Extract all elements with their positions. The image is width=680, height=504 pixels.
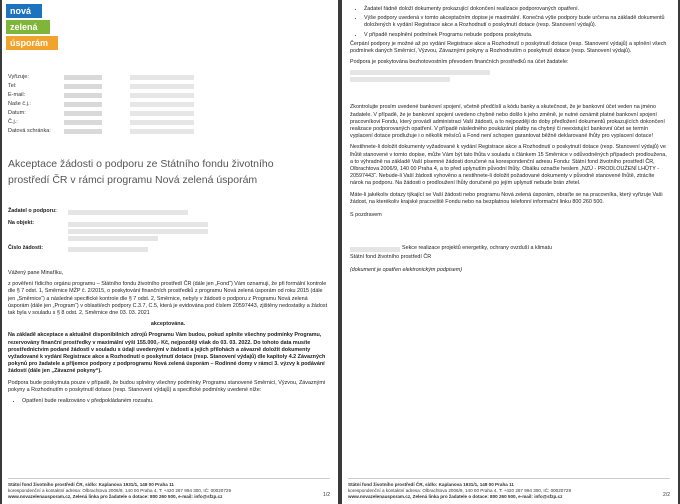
footer-line: www.novazelenausporam.cz, Zelená linka pro žadatele o dotace: 800 260 500, e-mail: info@sfzp.cz [8, 494, 223, 499]
meta-label: Datová schránka: [8, 128, 51, 134]
meta-label: Tel: [8, 83, 17, 89]
meta-label: Datum: [8, 110, 26, 116]
list-item: • V případě nesplnění podmínek Programu nebude podpora poskytnuta. [364, 32, 668, 39]
request-label: Číslo žádosti: [8, 245, 44, 251]
logo-word-usporam: úsporám [6, 36, 58, 50]
meta-label: Naše č.j.: [8, 101, 31, 107]
conditions-list [350, 6, 668, 39]
applicant-label: Žadatel o podporu: [8, 208, 57, 214]
list-item: • Žadatel řádně doloží dokumenty prokazující dokončení realizace podporovaných opatření. [364, 6, 668, 13]
accepted-label: akceptována. [150, 321, 186, 328]
paragraph-formal-check: z pověření řídicího orgánu programu – Státního fondu životního prostředí ČR (dále jen „Fond“) Vám oznamuji, že při formální kontrole dle § 7 odst. 1, Směrnice MŽP č. 2/2015, o poskytování finančních prostředků z programu Nová zelená úsporám od roku 2015 (dále jen „Směrnice“) a následné specifické kontrole dle § 7 odst. 2, Směrnice, nebyly v žádosti o podporu z Programu Nová zelená úsporám (dále jen „Program“) v oblasti/ech podpory C.3.7, C.5, která je evidována pod číslem 20597443, zjištěny nedostatky a žádost tak byla v souladu s § 8 odst. 2, Směrnice dne 03. 03. 2021 [8, 281, 328, 317]
paragraph-extension: Nestihnete-li doložit dokumenty vyžadované k vydání Registrace akce a Rozhodnutí o poskytnutí dotace (resp. Stanovení výdajů) ve lhůtě stanovené v tomto dopise, může Vám být tato lhůta v souladu s článkem 15 Směrnice v odůvodněných případech prodloužena, a to výhradně na základě Vaší písemné žádosti doručené na korespondenční adresu Fondu: Státní fond životního prostředí ČR, Olbrachtova 2006/9, 140 00 Praha 4, a to před uplynutím původní lhůty. Obálku označte heslem „NZÚ - PRODLOUŽENÍ LHŮTY - 20597443“. Nebude-li Vaší žádosti vyhověno a nestihnete-li doložit požadované dokumenty v původně stanovené lhůtě, ztrácíte nárok na podporu. Na žádosti o prodloužení lhůty doručené po jejím uplynutí nebude brán zřetel. [350, 144, 667, 187]
paragraph-contact: Máte-li jakékoliv dotazy týkající se Vaší žádosti nebo programu Nová zelená úsporám, obraťte se na pracovníka, který vyřizuje Vaši žádost, na kterékoliv krajské pracoviště Fondu nebo na bezplatnou telefonní informační linku 800 260 500. [350, 191, 663, 205]
e-signature-note: (dokument je opatřen elektronickým podpisem) [350, 267, 463, 274]
paragraph-drawing: Čerpání podpory je možné až po vydání Registrace akce a Rozhodnutí o poskytnutí dotace (resp. Stanovení výdajů) a splnění všech podmínek daných Směrnicí, Výzvou, Závaznými pokyny a Rozhodnutím o poskytnutí dotace (resp. Stanovení výdajů). [350, 40, 667, 55]
footer-line: Státní fond životního prostředí ČR, sídlo: Kaplanova 1931/1, 148 00 Praha 11 [8, 482, 174, 487]
meta-label: E-mail: [8, 92, 26, 98]
paragraph-payment: Podpora je poskytována bezhotovostním převodem finančních prostředků na účet žadatele: [350, 59, 569, 66]
footer-line: www.novazelenausporam.cz, Zelená linka pro žadatele o dotace: 800 260 500, e-mail: info@sfzp.cz [348, 494, 563, 499]
applicant-block [8, 208, 326, 254]
logo-word-nova: nová [6, 4, 42, 18]
paragraph-bank-check: Zkontrolujte prosím uvedené bankovní spojení, včetně předčíslí a kódu banky a skutečnost, že je bankovní účet veden na jméno žadatele. V případě, že je bankovní spojení uvedeno chybně nebo došlo k jeho změně, je nutné oznámit platné bankovní spojení pracovníkovi Fondu, který provádí administraci Vaší žádosti, a to nejpozději do doby předložení dokumentů prokazujících dokončení realizace podporovaných opatření. V případě následného poukázání platby na chybný či neexistující bankovní účet se termín vyplacení dotace prodlužuje i o několik měsíců a Fond není schopen garantovat běžně deklarované lhůty pro vyplacení dotace! [350, 104, 665, 140]
header-metadata [8, 74, 194, 137]
list-item: • Výše podpory uvedená v tomto akceptačním dopise je maximální. Konečná výše podpory bude určena na základě dokumentů doložených k vydání Registrace akce a Rozhodnutí o poskytnutí dotace (resp. Stanovení výdajů). [364, 15, 668, 29]
logo-word-zelena: zelená [6, 20, 50, 34]
greeting: Vážený pane Minaříku, [8, 270, 64, 276]
letter-title: Akceptace žádosti o podporu ze Státního fondu životního prostředí ČR v rámci programu Nová zelená úsporám [8, 158, 274, 186]
list-item: • Opatření bude realizováno v předpokládaném rozsahu. [22, 398, 328, 405]
conditions-list [8, 398, 328, 405]
subject-label: Na objekt: [8, 220, 35, 226]
nzu-logo [6, 4, 58, 52]
letter-body-1 [8, 270, 328, 407]
footer-line: Státní fond životního prostředí ČR, sídlo: Kaplanova 1931/1, 148 00 Praha 11 [348, 482, 514, 487]
meta-label: Vyřizuje: [8, 74, 29, 80]
paragraph-conditions: Podpora bude poskytnuta pouze v případě, že budou splněny všechny podmínky Programu stanovené Směrnicí, Výzvou, Závaznými pokyny a Rozhodnutím o poskytnutí dotace (resp. Stanovení výdajů) a specifické podmínky uvedené níže: [8, 379, 326, 393]
footer-line: korespondenční a kontaktní adresa: Olbrachtova 2006/9, 140 00 Praha 4, T: +420 267 994 300, IČ: 00020729 [8, 488, 232, 493]
letter-body-2 [350, 6, 668, 275]
footer-line: korespondenční a kontaktní adresa: Olbrachtova 2006/9, 140 00 Praha 4, T: +420 267 994 300, IČ: 00020729 [348, 488, 572, 493]
page-number: 2/2 [663, 492, 670, 498]
page-footer [8, 478, 330, 500]
meta-label: Č.j.: [8, 119, 18, 125]
closing: S pozdravem [350, 212, 382, 219]
page-footer [348, 478, 670, 500]
bank-account-redacted [350, 70, 668, 100]
page-1 [2, 0, 338, 504]
paragraph-reservation: Na základě akceptace a aktuálně disponibilních zdrojů Programu Vám budou, pokud splníte všechny podmínky Programu, rezervovány finanční prostředky v maximální výši 155.000,- Kč, nejpozději však do 03. 03. 2022. Do tohoto data musíte prostřednictvím podané žádosti v souladu s údaji uvedenými v žádosti a jejích přílohách a závazně doložit dokumenty vyžadované k vydání Registrace akce a Rozhodnutí o poskytnutí dotace (resp. Stanovení výdajů) dle kapitoly 4.2 Závazných pokynů pro žadatele a příjemce podpory z podprogramu Nová zelená úsporám – Rodinné domy v rámci 3. výzvy k podávání žádostí (dále jen „Závazné pokyny“). [8, 332, 326, 375]
signature-department: Sekce realizace projektů energetiky, ochrany ovzduší a klimatu [402, 245, 553, 252]
page-number: 1/2 [323, 492, 330, 498]
page-2 [342, 0, 678, 504]
signature-org: Státní fond životního prostředí ČR [350, 254, 432, 261]
